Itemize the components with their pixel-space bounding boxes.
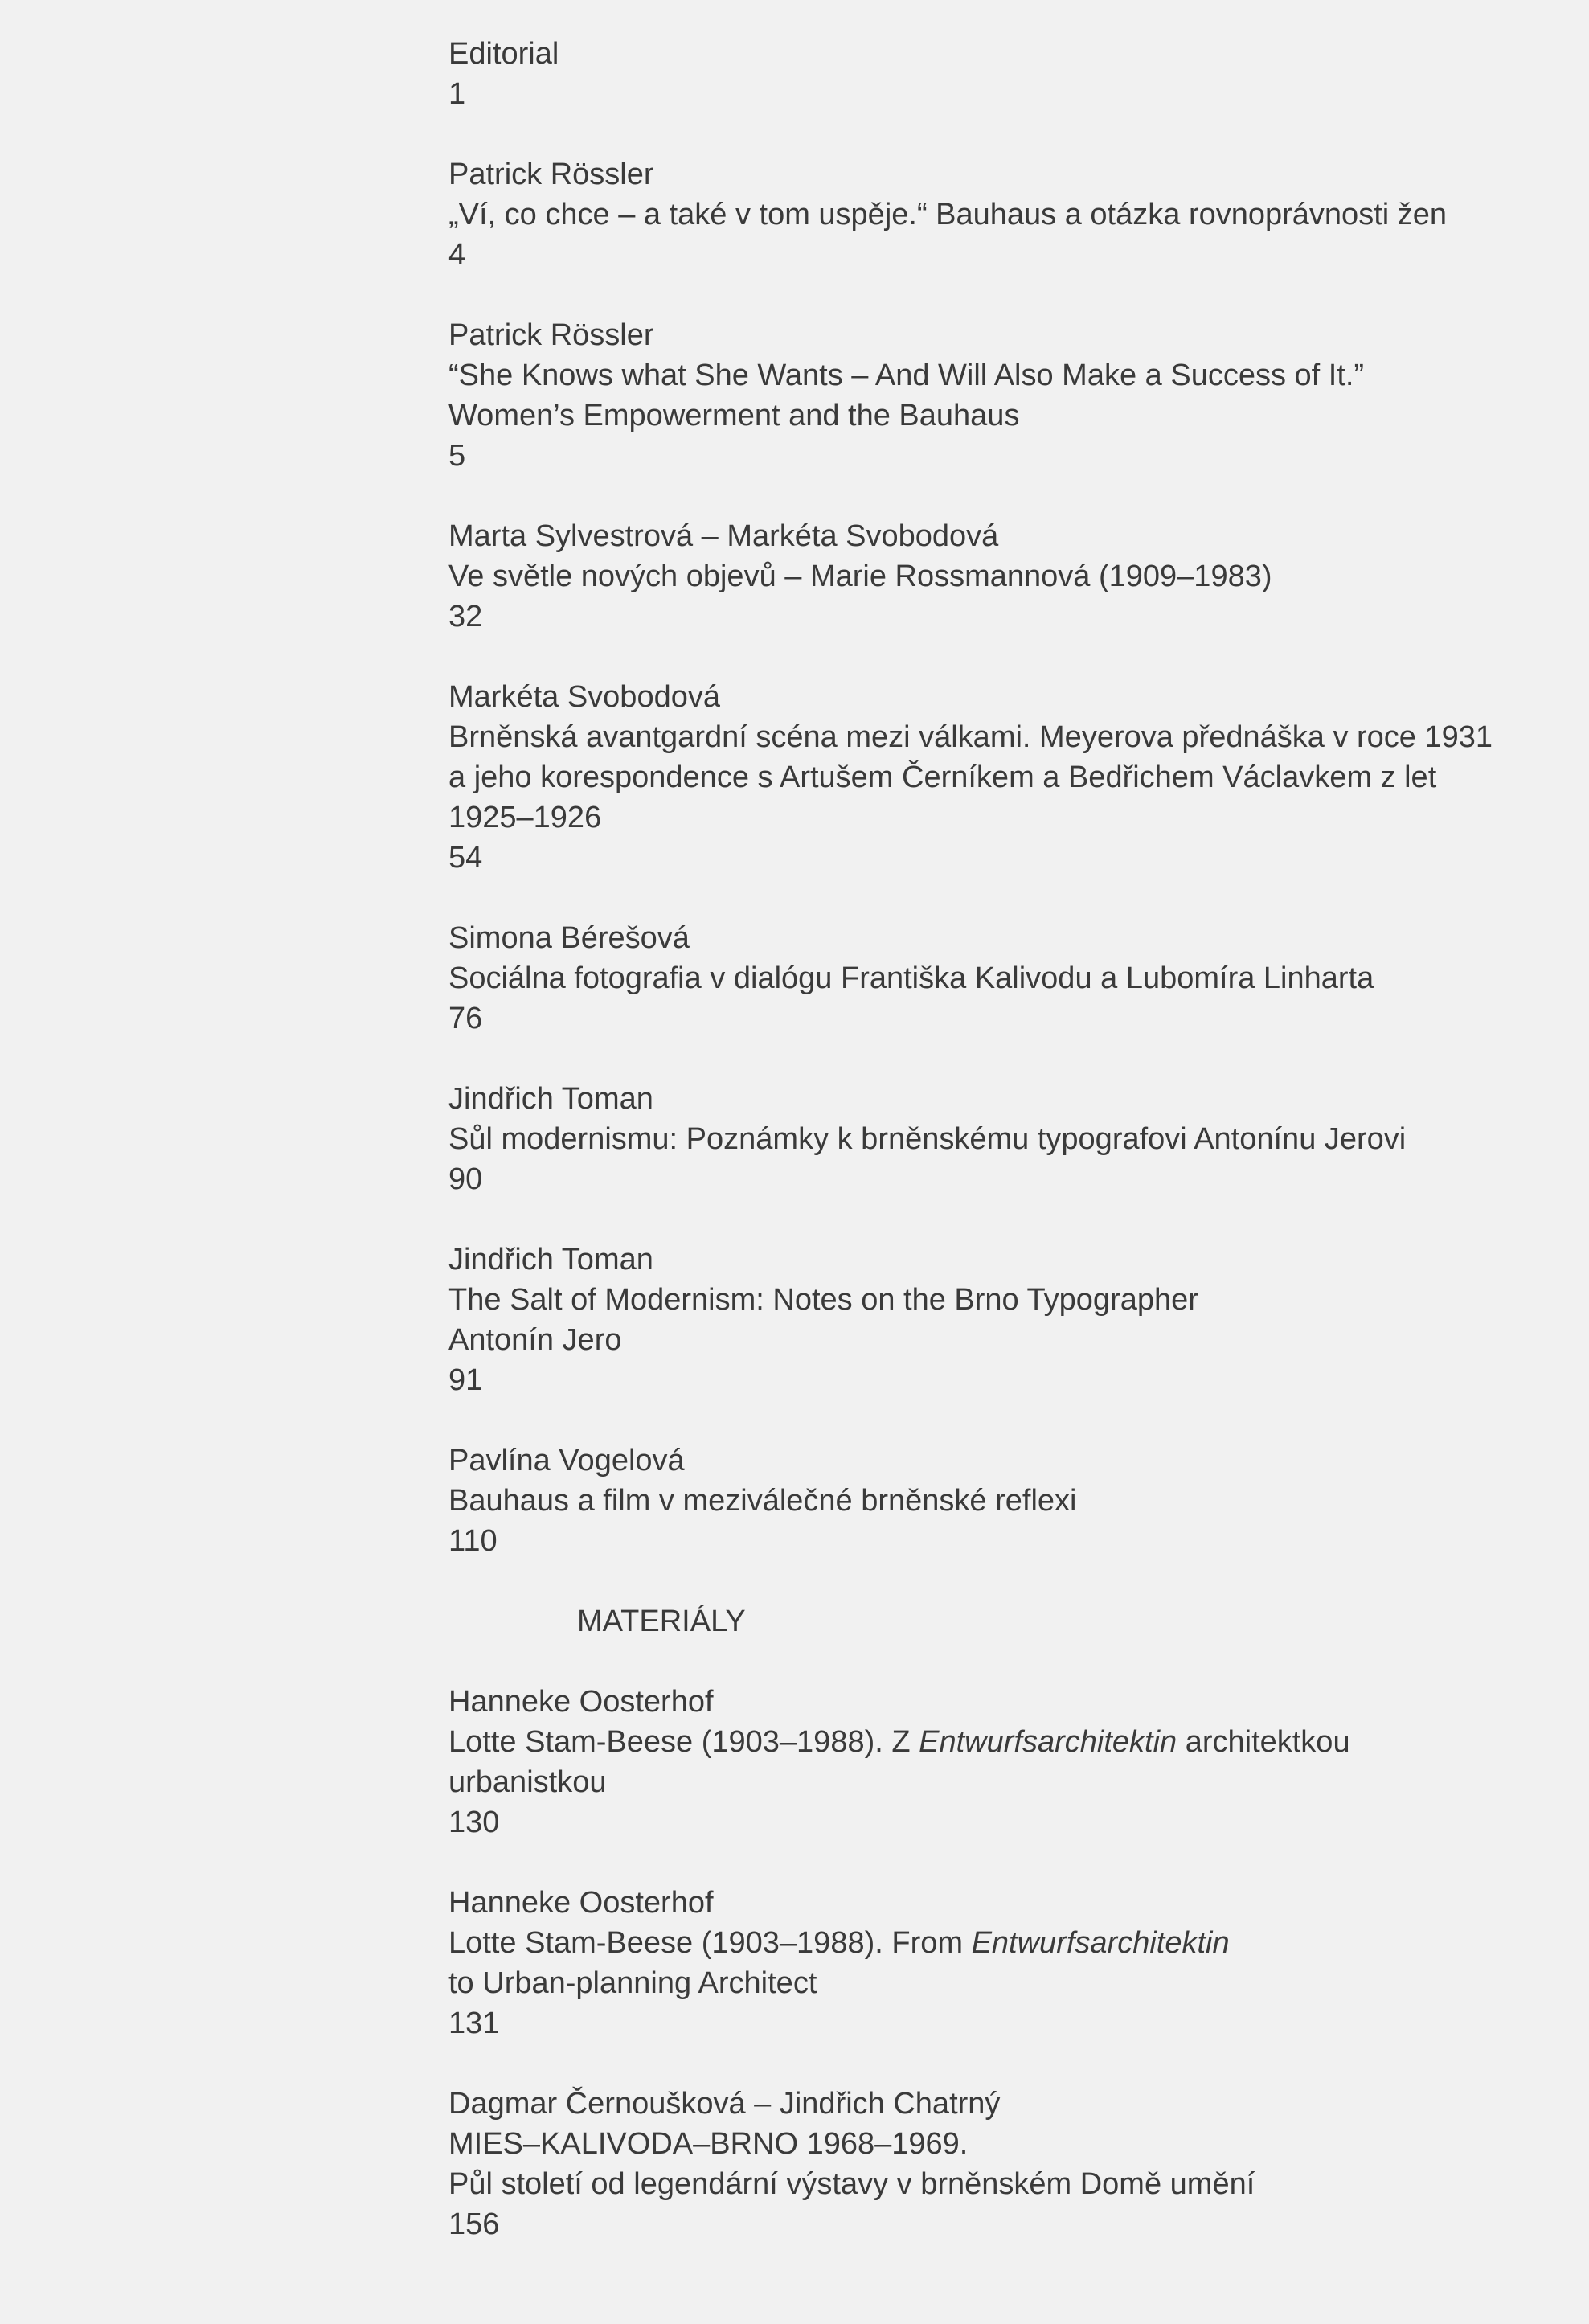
toc-entry-title: MIES–KALIVODA–BRNO 1968–1969.: [448, 2127, 969, 2161]
toc-entry-title: urbanistkou: [448, 1765, 607, 1799]
toc-entry-page: 76: [448, 1002, 483, 1035]
toc-entry-title: a jeho korespondence s Artušem Černíkem a Bedřichem Václavkem z let: [448, 760, 1437, 794]
toc-entry-title: Sociálna fotografia v dialógu Františka Kalivodu a Lubomíra Linharta: [448, 961, 1374, 995]
toc-entry: [448, 516, 1558, 637]
toc-entry-title: Půl století od legendární výstavy v brněnském Domě umění: [448, 2167, 1255, 2201]
toc-entry-page: 5: [448, 439, 466, 473]
toc-entry-title: [448, 1722, 1558, 1762]
toc-entry-page: 54: [448, 841, 483, 875]
title-text: Lotte Stam-Beese (1903–1988). Z: [448, 1725, 919, 1759]
toc-entry: [448, 154, 1558, 275]
toc-entry: [448, 1240, 1558, 1400]
title-italic-term: Entwurfsarchitektin: [919, 1725, 1177, 1759]
toc-entry-page: 156: [448, 2207, 500, 2241]
section-heading-materialy: MATERIÁLY: [577, 1605, 746, 1638]
toc-entry: [448, 315, 1558, 476]
toc-entry-author: Marta Sylvestrová – Markéta Svobodová: [448, 519, 999, 553]
toc-entry-author: Simona Bérešová: [448, 921, 690, 955]
toc-entry-author: Jindřich Toman: [448, 1082, 653, 1116]
toc-entry-author: Jindřich Toman: [448, 1243, 653, 1277]
toc-entry-page: 110: [448, 1524, 498, 1558]
toc-entry-title: Bauhaus a film v meziválečné brněnské reflexi: [448, 1484, 1077, 1518]
table-of-contents: [448, 34, 1558, 2285]
toc-entry-page: 91: [448, 1363, 483, 1397]
toc-entry-page: 1: [448, 77, 466, 111]
toc-entry: [448, 1883, 1558, 2043]
toc-entry: [448, 34, 1558, 114]
toc-entry-author: Editorial: [448, 37, 559, 71]
title-text: Lotte Stam-Beese (1903–1988). From: [448, 1926, 972, 1960]
toc-entry-title: Antonín Jero: [448, 1323, 622, 1357]
toc-entry-author: Dagmar Černoušková – Jindřich Chatrný: [448, 2087, 1001, 2121]
toc-entry-page: 90: [448, 1162, 483, 1196]
toc-entry-author: Hanneke Oosterhof: [448, 1685, 714, 1719]
title-italic-term: Entwurfsarchitektin: [971, 1926, 1230, 1960]
toc-entry-title: Sůl modernismu: Poznámky k brněnskému typografovi Antonínu Jerovi: [448, 1122, 1407, 1156]
toc-entry-title: Ve světle nových objevů – Marie Rossmannová (1909–1983): [448, 559, 1272, 593]
toc-entry-title: „Ví, co chce – a také v tom uspěje.“ Bauhaus a otázka rovnoprávnosti žen: [448, 198, 1448, 232]
toc-entry: [448, 2084, 1558, 2244]
toc-entry-page: 131: [448, 2006, 500, 2040]
toc-entry: [448, 677, 1558, 878]
toc-entry-title: 1925–1926: [448, 801, 602, 834]
toc-entry-title: [448, 1923, 1558, 1963]
toc-entry: [448, 1079, 1558, 1199]
toc-entry-page: 4: [448, 238, 466, 272]
title-text: architektkou: [1177, 1725, 1350, 1759]
toc-entry-title: Women’s Empowerment and the Bauhaus: [448, 399, 1020, 432]
toc-entry-page: 32: [448, 600, 483, 633]
toc-entry-author: Markéta Svobodová: [448, 680, 720, 714]
toc-entry: [448, 1682, 1558, 1842]
toc-entry-author: Hanneke Oosterhof: [448, 1886, 714, 1920]
toc-entry-title: The Salt of Modernism: Notes on the Brno Typographer: [448, 1283, 1198, 1317]
toc-entry-author: Pavlína Vogelová: [448, 1444, 685, 1478]
toc-entry-author: Patrick Rössler: [448, 318, 654, 352]
toc-entry-author: Patrick Rössler: [448, 158, 654, 191]
toc-entry: [448, 1441, 1558, 1561]
toc-entry: [448, 918, 1558, 1039]
toc-entry-page: 130: [448, 1806, 500, 1839]
toc-entry-title: “She Knows what She Wants – And Will Also Make a Success of It.”: [448, 359, 1365, 392]
toc-entry-title: to Urban-planning Architect: [448, 1966, 817, 2000]
toc-entry-title: Brněnská avantgardní scéna mezi válkami. Meyerova přednáška v roce 1931: [448, 720, 1493, 754]
